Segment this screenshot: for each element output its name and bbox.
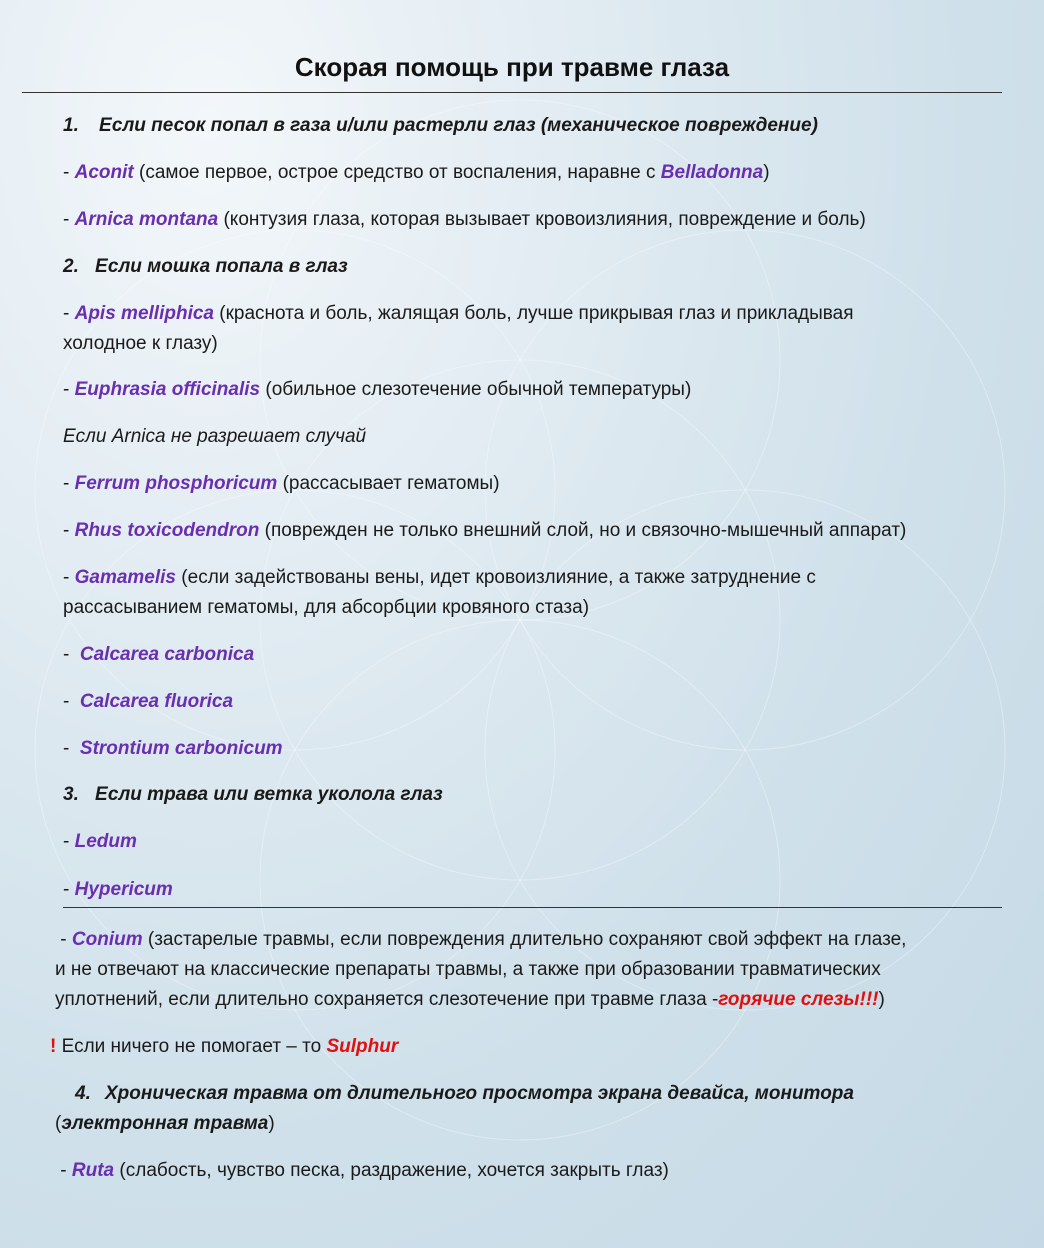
dash: - bbox=[63, 379, 75, 400]
dash: - bbox=[63, 691, 80, 712]
remedy-name: Rhus toxicodendron bbox=[74, 520, 260, 541]
title-divider bbox=[22, 92, 1002, 93]
remedy-gamamelis bbox=[63, 563, 816, 593]
dash: - bbox=[63, 831, 75, 852]
section-1-heading bbox=[63, 111, 818, 141]
remedy-name: Apis melliphica bbox=[74, 303, 214, 324]
section-4-heading bbox=[75, 1079, 854, 1109]
remedy-name: Gamamelis bbox=[74, 567, 177, 588]
remedy-conium bbox=[55, 925, 906, 955]
remedy-aconit bbox=[63, 158, 770, 188]
dash: - bbox=[55, 929, 72, 950]
remedy-desc-end: ) bbox=[763, 162, 770, 183]
remedy-strontium bbox=[63, 734, 283, 764]
remedy-conium-cont-1 bbox=[55, 955, 881, 985]
remedy-desc: уплотнений, если длительно сохраняется слезотечение при травме глаза - bbox=[55, 989, 719, 1010]
dash: - bbox=[63, 473, 75, 494]
remedy-ruta bbox=[55, 1156, 669, 1186]
remedy-name: Ledum bbox=[74, 831, 137, 852]
remedy-name: Hypericum bbox=[74, 879, 173, 900]
section-number: 3. bbox=[63, 784, 79, 805]
remedy-desc: (обильное слезотечение обычной температуры) bbox=[260, 379, 692, 400]
dash: - bbox=[63, 879, 75, 900]
dash: - bbox=[63, 644, 80, 665]
remedy-desc: (слабость, чувство песка, раздражение, хочется закрыть глаз) bbox=[114, 1160, 669, 1181]
section-title: Если мошка попала в глаз bbox=[95, 256, 348, 277]
remedy-desc: (контузия глаза, которая вызывает кровоизлияния, повреждение и боль) bbox=[218, 209, 866, 230]
dash: - bbox=[55, 1160, 72, 1181]
remedy-desc: (самое первое, острое средство от воспаления, наравне с bbox=[133, 162, 661, 183]
remedy-desc: (рассасывает гематомы) bbox=[277, 473, 500, 494]
section-number: 2. bbox=[63, 256, 79, 277]
remedy-desc-end: ) bbox=[878, 989, 885, 1010]
dash: - bbox=[63, 520, 75, 541]
remedy-name: Ferrum phosphoricum bbox=[74, 473, 278, 494]
remedy-desc: и не отвечают на классические препараты травмы, а также при образовании травматических bbox=[55, 959, 881, 980]
section-2-heading bbox=[63, 252, 348, 282]
page-title: Скорая помощь при травме глаза bbox=[294, 52, 730, 82]
remedy-name: Aconit bbox=[74, 162, 134, 183]
remedy-desc: (краснота и боль, жалящая боль, лучше прикрывая глаз и прикладывая bbox=[213, 303, 854, 324]
remedy-apis bbox=[63, 299, 854, 329]
remedy-name-sulphur: Sulphur bbox=[326, 1036, 399, 1057]
remedy-name: Euphrasia officinalis bbox=[74, 379, 261, 400]
remedy-apis-cont bbox=[63, 329, 218, 359]
remedy-name-belladonna: Belladonna bbox=[660, 162, 764, 183]
section-divider bbox=[63, 907, 1002, 908]
section-3-heading bbox=[63, 780, 443, 810]
section-number: 1. bbox=[63, 115, 79, 136]
remedy-desc: (поврежден не только внешний слой, но и связочно-мышечный аппарат) bbox=[259, 520, 907, 541]
dash: - bbox=[63, 209, 75, 230]
section-subtitle: электронная травма bbox=[61, 1113, 269, 1134]
remedy-calcarea-fluorica bbox=[63, 687, 233, 717]
remedy-desc: (если задействованы вены, идет кровоизлияние, а также затруднение с bbox=[176, 567, 816, 588]
sulphur-note bbox=[50, 1032, 398, 1062]
note-text: Если ничего не помогает – то bbox=[56, 1036, 327, 1057]
remedy-name: Calcarea carbonica bbox=[79, 644, 255, 665]
section-4-subheading: (электронная травма) bbox=[55, 1113, 275, 1134]
section-title: Хроническая травма от длительного просмотра экрана девайса, монитора bbox=[105, 1083, 854, 1104]
remedy-gamamelis-cont bbox=[63, 593, 589, 623]
remedy-name: Strontium carbonicum bbox=[79, 738, 283, 759]
remedy-hypericum bbox=[63, 875, 173, 905]
remedy-desc: (застарелые травмы, если повреждения длительно сохраняют свой эффект на глазе, bbox=[142, 929, 907, 950]
dash: - bbox=[63, 162, 75, 183]
remedy-desc: рассасыванием гематомы, для абсорбции кровяного стаза) bbox=[63, 597, 590, 618]
exclamation-icon: ! bbox=[50, 1036, 57, 1057]
remedy-conium-cont-2 bbox=[55, 985, 885, 1015]
section-title: Если трава или ветка уколола глаз bbox=[95, 784, 443, 805]
dash: - bbox=[63, 567, 75, 588]
remedy-rhus bbox=[63, 516, 906, 546]
remedy-name: Ruta bbox=[71, 1160, 115, 1181]
remedy-calcarea-carbonica bbox=[63, 640, 254, 670]
remedy-euphrasia bbox=[63, 375, 691, 405]
section-number: 4. bbox=[75, 1083, 91, 1104]
alert-text: горячие слезы!!! bbox=[718, 989, 879, 1010]
dash: - bbox=[63, 303, 75, 324]
remedy-name: Conium bbox=[71, 929, 143, 950]
section-title: Если песок попал в газа и/или растерли глаз (механическое повреждение) bbox=[99, 115, 818, 136]
remedy-name: Arnica montana bbox=[74, 209, 219, 230]
remedy-name: Calcarea fluorica bbox=[79, 691, 234, 712]
remedy-desc: холодное к глазу) bbox=[63, 333, 218, 354]
remedy-arnica bbox=[63, 205, 866, 235]
remedy-ledum bbox=[63, 827, 137, 857]
remedy-ferrum bbox=[63, 469, 500, 499]
arnica-note: Если Arnica не разрешает случай bbox=[63, 426, 367, 447]
dash: - bbox=[63, 738, 80, 759]
